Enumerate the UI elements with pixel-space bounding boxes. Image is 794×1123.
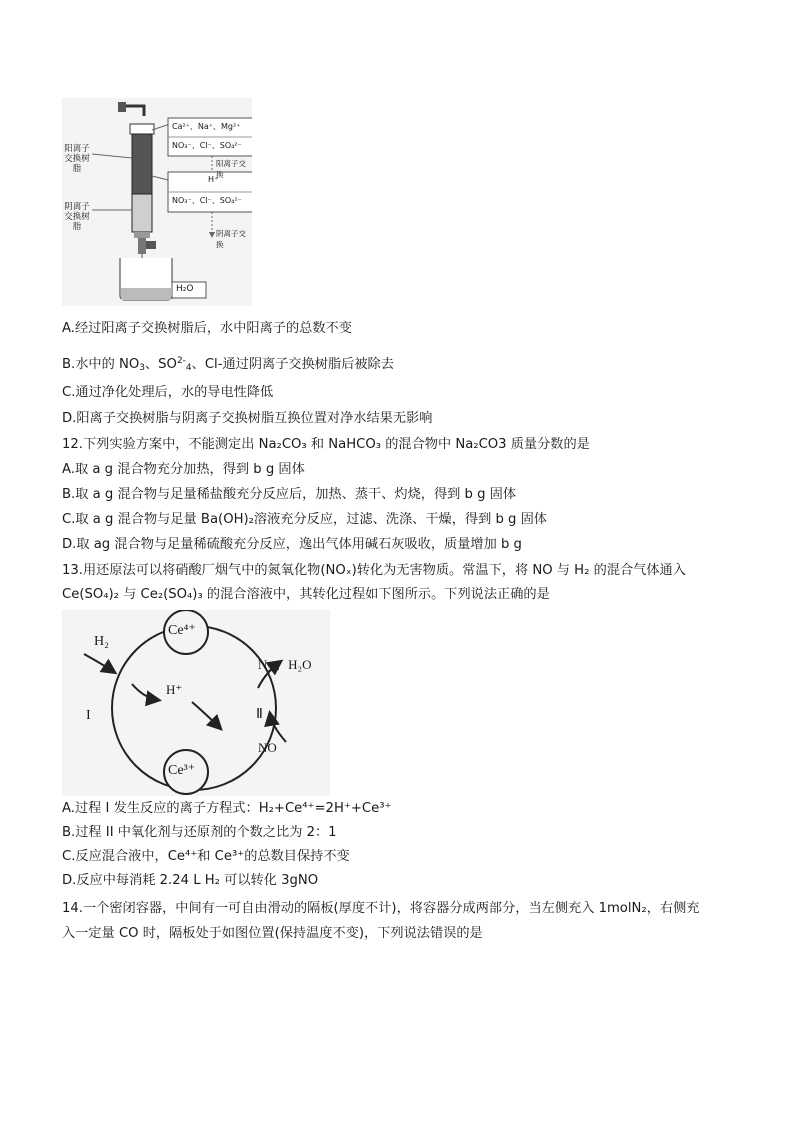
arrow1-label: 阳离子交换 [216, 159, 246, 179]
h2-label: H₂ [94, 634, 109, 649]
box1-row2: NO₃⁻、Cl⁻、SO₄²⁻ [172, 141, 242, 150]
q13-option-c: C.反应混合液中，Ce⁴⁺和 Ce³⁺的总数目保持不变 [62, 849, 350, 864]
q13-stem-line2: Ce(SO₄)₂ 与 Ce₂(SO₄)₃ 的混合溶液中，其转化过程如下图所示。下列说法正确的是 [62, 587, 550, 602]
q14-stem-line1: 14.一个密闭容器，中间有一可自由滑动的隔板(厚度不计)，将容器分成两部分，当左侧充入 1molN₂，右侧充 [62, 901, 700, 916]
box2-row1: H⁺ [208, 175, 219, 184]
ce-cycle-figure [62, 610, 330, 796]
q11-b-mid: 、SO [144, 357, 177, 372]
ion-exchange-figure [62, 98, 252, 306]
anion-resin-label: 阴离子交换树脂 [64, 202, 90, 232]
q11-option-a: A.经过阳离子交换树脂后，水中阳离子的总数不变 [62, 321, 352, 336]
q12-option-c: C.取 a g 混合物与足量 Ba(OH)₂溶液充分反应，过滤、洗涤、干燥，得到 b g 固体 [62, 512, 547, 527]
q11-b-post: 、Cl-通过阴离子交换树脂后被除去 [191, 357, 394, 372]
q14-stem-line2: 入一定量 CO 时，隔板处于如图位置(保持温度不变)，下列说法错误的是 [62, 926, 483, 941]
q11-option-d: D.阳离子交换树脂与阴离子交换树脂互换位置对净水结果无影响 [62, 411, 433, 426]
hplus-label: H⁺ [166, 682, 183, 697]
q11-option-c: C.通过净化处理后，水的导电性降低 [62, 385, 274, 400]
box1-row1: Ca²⁺、Na⁺、Mg²⁺ [172, 122, 241, 131]
q13-option-b: B.过程 II 中氧化剂与还原剂的个数之比为 2：1 [62, 825, 337, 840]
q12-option-d: D.取 ag 混合物与足量稀硫酸充分反应，逸出气体用碱石灰吸收，质量增加 b g [62, 537, 522, 552]
q12-option-b: B.取 a g 混合物与足量稀盐酸充分反应后，加热、蒸干、灼烧，得到 b g 固体 [62, 487, 517, 502]
no-label: NO [258, 740, 277, 755]
no3-subscript: 3 [139, 363, 145, 373]
q11-b-pre: B.水中的 NO [62, 357, 140, 372]
process-1-label: I [86, 708, 91, 723]
q13-option-a: A.过程 I 发生反应的离子方程式：H₂+Ce⁴⁺=2H⁺+Ce³⁺ [62, 801, 392, 816]
products-label: N₂ 、H₂O [258, 657, 312, 672]
q13-option-d: D.反应中每消耗 2.24 L H₂ 可以转化 3gNO [62, 873, 319, 888]
q11-option-b [62, 352, 394, 377]
so4-subscript: 4 [185, 363, 192, 373]
q12-stem: 12.下列实验方案中，不能测定出 Na₂CO₃ 和 NaHCO₃ 的混合物中 Na₂CO3 质量分数的是 [62, 437, 590, 452]
process-2-label: Ⅱ [256, 707, 263, 722]
beaker-label: H₂O [176, 284, 194, 294]
arrow2-label: 阴离子交换 [216, 229, 246, 249]
so4-charge: 2- [176, 356, 186, 366]
q13-stem-line1: 13.用还原法可以将硝酸厂烟气中的氮氧化物(NOₓ)转化为无害物质。常温下，将 NO 与 H₂ 的混合气体通入 [62, 563, 686, 578]
ce4-label: Ce⁴⁺ [168, 623, 196, 638]
box2-row2: NO₃⁻、Cl⁻、SO₄²⁻ [172, 196, 242, 205]
ce3-label: Ce³⁺ [168, 763, 196, 778]
cation-resin-label: 阳离子交换树脂 [64, 144, 90, 174]
q12-option-a: A.取 a g 混合物充分加热，得到 b g 固体 [62, 462, 305, 477]
